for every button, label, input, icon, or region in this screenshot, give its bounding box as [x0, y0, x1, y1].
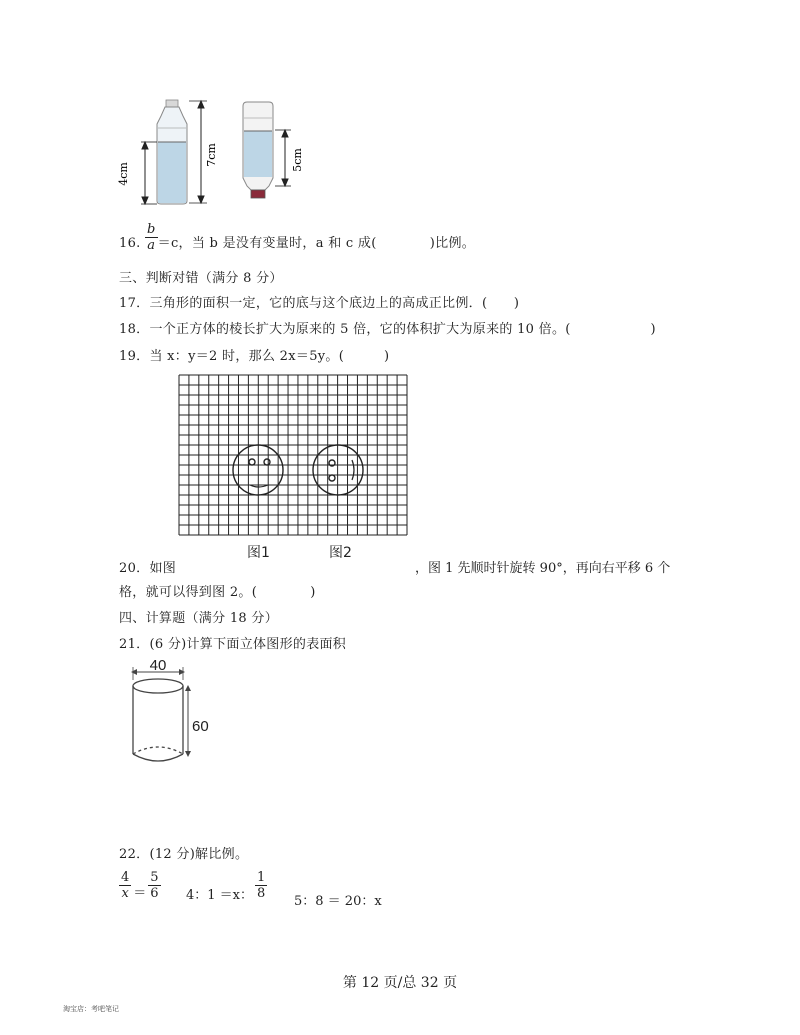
page-number: 第 12 页/总 32 页	[342, 975, 458, 991]
p2-denominator: 8	[257, 886, 266, 901]
cylinder-height-label: 60	[192, 718, 209, 735]
label-7cm: 7cm	[205, 143, 218, 167]
question-16	[119, 222, 476, 259]
p1-left-denominator: x	[121, 886, 129, 901]
p1-left-numerator: 4	[121, 870, 130, 885]
question-18: 18．一个正方体的棱长扩大为原来的 5 倍，它的体积扩大为原来的 10 倍。( )	[119, 322, 656, 337]
p2-left-text: 4：1 ＝x：	[186, 888, 254, 903]
p1-right-denominator: 6	[150, 886, 159, 901]
height-5cm-arrow	[275, 130, 291, 186]
shop-watermark: 淘宝店：考吧笔记	[63, 1005, 119, 1013]
fraction-numerator: b	[147, 222, 156, 237]
question-21: 21．(6 分)计算下面立体图形的表面积	[119, 637, 347, 652]
grid-figure	[178, 374, 410, 538]
question-17: 17．三角形的面积一定，它的底与这个底边上的高成正比例．( )	[119, 296, 520, 311]
grid-lines	[179, 375, 407, 535]
question-16-text: ＝c，当 b 是没有变量时，a 和 c 成( )比例。	[157, 236, 476, 251]
question-22: 22．(12 分)解比例。	[119, 847, 249, 862]
proportion-1	[119, 870, 161, 901]
question-19: 19．当 x：y＝2 时，那么 2x＝5y。( )	[119, 349, 390, 364]
figure-2-label: 图2	[329, 545, 352, 561]
proportion-1-left-fraction	[119, 870, 131, 901]
question-16-number: 16.	[119, 236, 141, 251]
inverted-bottle	[243, 102, 273, 198]
proportion-3: 5：8 ＝ 20：x	[294, 894, 382, 909]
proportion-2-fraction	[255, 870, 267, 901]
p2-numerator: 1	[257, 870, 266, 885]
cylinder-figure	[120, 658, 220, 778]
section-4-title: 四、计算题（满分 18 分）	[119, 611, 279, 626]
upright-bottle	[157, 100, 187, 204]
p1-right-numerator: 5	[150, 870, 159, 885]
question-20-suffix: ，图 1 先顺时针旋转 90°，再向右平移 6 个	[415, 561, 671, 576]
cylinder-diameter-label: 40	[149, 658, 167, 674]
question-20-prefix: 20．如图	[119, 561, 177, 576]
p1-equals: ＝	[133, 886, 147, 901]
fraction-denominator: a	[147, 238, 156, 253]
fraction-b-over-a	[145, 222, 158, 253]
question-20-line-2: 格，就可以得到图 2。( )	[119, 585, 316, 600]
height-4cm-arrow	[141, 142, 157, 204]
label-5cm: 5cm	[291, 148, 304, 172]
proportion-2	[186, 870, 267, 901]
section-3-title: 三、判断对错（满分 8 分）	[119, 271, 283, 286]
bottles-figure	[115, 98, 315, 208]
figure-1-label: 图1	[247, 545, 270, 561]
proportion-1-right-fraction	[148, 870, 160, 901]
label-4cm: 4cm	[117, 162, 130, 186]
